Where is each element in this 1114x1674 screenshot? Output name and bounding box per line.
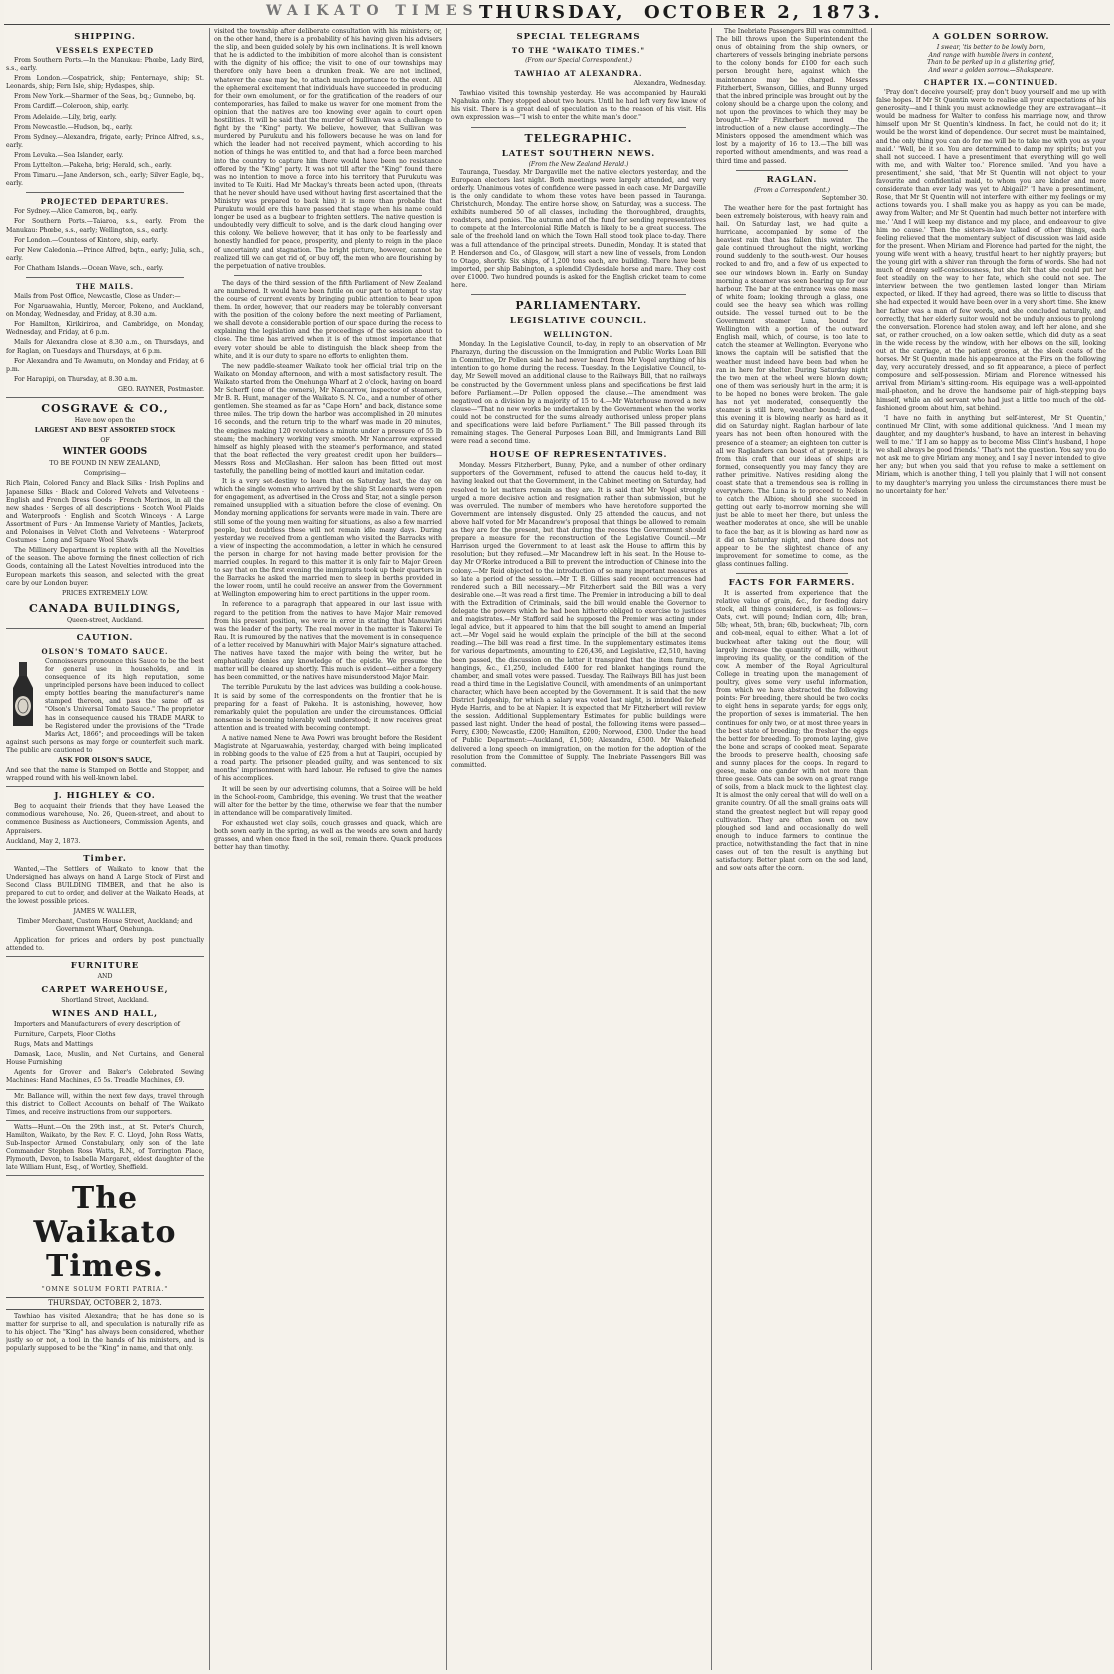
story-chapter: CHAPTER IX.—CONTINUED. xyxy=(923,78,1059,87)
raglan-body: The weather here for the past fortnight has been extremely boisterous, with heavy rain and hail. On Saturday last, we had quite a hurricane, accompanied by some of the heaviest rain that has fallen this winter. The gale continued throughout the night, working round suddenly to the south-west. Our houses rocked to and fro, and a few of us expected to see our windows blown in. Early on Sunday morning a steamer was seen bearing up for our harbour. The bar at the entrance was one mass of white foam; looking through a glass, one could see the heavy sea which was rolling outside. The vessel turned out to be the Government steamer Luna, bound for Wellington with a portion of the outward English mail, which, of course, is too late to catch the steamer at Wellington. Everyone who knows the captain will be satisfied that the weather must indeed have been bad when he ran in here for shelter. During Saturday night the two men at the wheel were blown down; one of them was seriously hurt in the arm; it is to be hoped no bones were broken. The gale has not yet moderated, consequently the steamer is still here, weather bound; indeed, this evening it is blowing nearly as hard as it did on Saturday night. Raglan harbour of late years has not been often honoured with the presence of a steamer; an eighteen ton cutter is all we Raglanders can boast of at present; it is from this craft that our ideas of ships are formed, consequently you may fancy they are rather primitive. Natives residing along the coast state that a tremendous sea is rolling in everywhere. The Luna is to proceed to Nelson to catch the Albion; should she succeed in getting out early to-morrow morning she will just be able to meet her there, but unless the weather moderates at once, she will be unable to face the bar, as it is blowing as hard now as it did on Saturday night, and there does not appear to be the slightest chance of any improvement for sometime to come, as the glass continues falling. xyxy=(716,204,868,568)
raglan-source: (From a Correspondent.) xyxy=(754,186,830,194)
latest-news-source: (From the New Zealand Herald.) xyxy=(528,160,629,168)
canada-buildings-title: CANADA BUILDINGS, xyxy=(28,601,182,615)
vessel-entry: From Timaru.—Jane Anderson, sch., early; Silver Eagle, bq., early. xyxy=(6,172,204,188)
vessel-entry: From Levuka.—Sea Islander, early. xyxy=(14,151,124,159)
divider xyxy=(471,127,686,128)
vessel-entry: From Southern Ports.—In the Manukau: Phœbe, Lady Bird, s.s., early. xyxy=(6,57,204,73)
telegraphic-heading: TELEGRAPHIC. xyxy=(524,131,633,145)
timber-body: Wanted,—The Settlers of Waikato to know that the Undersigned has always on hand A Large Stock of First and Second Class BUILDING TIMBER, and that he also is prepared to cut to order, and deliver at the Waikato Heads, at the lowest possible prices. xyxy=(6,865,204,906)
departure-entry: For London.—Countess of Kintore, ship, early. xyxy=(14,236,159,244)
divider xyxy=(26,192,184,193)
cosgrave-intro: Have now open the xyxy=(74,417,136,424)
cosgrave-advert-title: COSGRAVE & CO., xyxy=(41,402,169,415)
story-verse-1: I swear, 'tis better to be lowly born, xyxy=(936,44,1046,51)
cosgrave-body: The Millinery Department is replete with all the Novelties of the season. The above forming the finest collection of rich Goods, containing all the Latest Novelties introduced into the European markets this season, and selected with the great care by our London buyer. xyxy=(6,547,204,587)
wines-item: Rugs, Mats and Mattings xyxy=(14,1041,94,1049)
paper-motto: "OMNE SOLUM FORTI PATRIA." xyxy=(41,1286,169,1294)
council-body: Monday. In the Legislative Council, to-day, in reply to an observation of Mr Pharazyn, during the discussion on the Immigration and Public Works Loan Bill in Committee, Dr Pollen said he had never heard from Mr Vogel anything of his intention to go home during the recess. Tuesday. In the Legislative Council, to-day, Mr Sewell moved an additional clause to the Railways Bill, that no railways be constructed by the Government unless plans and specifications be first laid before Parliament.—Dr Pollen opposed the clause.—The amendment was negatived on a division by a majority of 15 to 4.—Mr Waterhouse moved a new clause—"That no new works be undertaken by the Government when the works could not be constructed for the sums already authorised unless proper plans and specifications were laid before Parliament." The Bill passed through its remaining stages. The General Purposes Loan Bill, and Immigrants Land Bill were read a second time. xyxy=(451,341,706,446)
column-rule xyxy=(446,28,447,1670)
story-verse-4: And wear a golden sorrow.—Shakspeare. xyxy=(928,66,1054,74)
canada-buildings-address: Queen-street, Auckland. xyxy=(66,616,144,624)
divider xyxy=(6,956,204,957)
mails-heading: THE MAILS. xyxy=(75,281,135,291)
purukutu-item: The terrible Purukutu by the last advices was building a cook-house. It is said by some of the correspondents on the frontier that he is preparing for a feast of Pakeha. It is astonishing, however, how remarkably quiet the population are under the circumstances. Official nonsense is becoming tolerably well understood; it now receives great attention and is treated with becoming contempt. xyxy=(214,684,442,732)
timber-address: Timber Merchant, Custom House Street, Auckland; and Government Wharf, Onehunga. xyxy=(17,918,193,934)
divider xyxy=(6,628,204,629)
wines-hall-heading: WINES AND HALL, xyxy=(51,1008,159,1019)
departure-entry: For New Caledonia.—Prince Alfred, bqtn., early; Julia, sch., early. xyxy=(6,246,204,262)
furniture-address: Shortland Street, Auckland. xyxy=(61,996,149,1004)
cosgrave-stock: LARGEST AND BEST ASSORTED STOCK xyxy=(34,427,176,435)
departure-entry: For Southern Ports.—Taiaroa, s.s., early. From the Manukau: Phœbe, s.s., early; Wellington, s.s., early. xyxy=(6,218,204,234)
cosgrave-found: TO BE FOUND IN NEW ZEALAND, xyxy=(49,460,161,468)
vessel-entry: From Sydney.—Alexandra, frigate, early; Prince Alfred, s.s., early. xyxy=(6,133,204,149)
mail-entry: For Hamilton, Kirikiriroa, and Cambridge, on Monday, Wednesday, and Friday, at 6 p.m. xyxy=(6,321,204,337)
latest-news-body: Tauranga, Tuesday. Mr Dargaville met the native electors yesterday, and the European electors last night. Both meetings were largely attended, and very orderly. Unanimous votes of confidence were passed in each case. Mr Dargaville is the only candidate to whom these votes have been passed in Tauranga. Christchurch, Monday. The entire horse show, on Saturday, was a success. The exhibits numbered 50 of all classes, including the thoroughbred, draughts, roadsters, and ponies. The autumn and of the fund for sending representatives to compete at the Intercolonial Rifle Match is likely to be a great success. The sale of the freehold land on which the Town Hall stood took place to-day. There was a full attendance of the principal streets. Dunedin, Monday. It is stated that P. Henderson and Co., of Glasgow, will start a new line of vessels, from London to Otago, shortly. Six ships, of 1,200 tons each, are building. There have been imported, per ship Babington, a splendid Clydesdale horse and mare. They cost over £1000. Two hundred pounds is asked for the English cricket team to come here. xyxy=(451,168,706,289)
masthead-day: THURSDAY, xyxy=(479,2,626,23)
mail-entry: For Ngaruawahia, Huntly, Mercer, Pokeno, and Auckland, on Monday, Wednesday, and Friday, at 8.30 a.m. xyxy=(6,303,204,319)
petition-item: In reference to a paragraph that appeared in our last issue with regard to the petition from the natives to have Major Mair removed from his present position, we were in error in stating that Manuwhiri was the leader of the party. The real mover in the matter is Takerei Te Rau. It is rumoured by the natives that the movement is in consequence of a letter received by Manuwhiri with Major Mair's signature attached. The natives have taxed the major with being the writer, but he emphatically denies any knowledge of the epistle. We presume the matter will be cleared up shortly. This much is evident—either a forgery has been committed, or the natives have misunderstood Major Mair. xyxy=(214,601,442,682)
soiree-item: It will be seen by our advertising columns, that a Soiree will be held in the School-room, Cambridge, this evening. We trust that the weather will alter for the better by the time, otherwise we fear that the number in attendance will be comparatively limited. xyxy=(214,785,442,817)
house-body: Monday. Messrs Fitzherbert, Bunny, Pyke, and a number of other ordinary supporters of the Government, refused to attend the caucus held to-day, it having leaked out that the Government, in the Cabinet meeting on Saturday, had resolved to let matters remain as they are. It is said that Mr Vogel strongly urged a more decisive action and resignation rather than submission, but he was overruled. The number of members who have heretofore supported the Government are intensely disgusted. Only 25 attended the caucus, and not above half voted for Mr Macandrew's proposal that things be allowed to remain as they are for the present, but that during the recess the Government should prepare a measure for the reconstruction of the Legislative Council.—Mr Harrison urged the Government to at least ask the House to affirm this by resolution; but they refused.—Mr Macandrew left in his seat. In the House to-day Mr O'Rorke introduced a Bill to prevent the introduction of Chinese into the colony.—Mr Reid objected to the introduction of so many important measures at so late a period of the session.—Mr T. B. Gillies said recent occurrences had rendered such a Bill necessary.—Mr Fitzherbert said the Bill was a very desirable one.—It was read a first time. The Premier in introducing a bill to deal with the Extradition of Criminals, said the bill would enable the Governor to delegate the powers which he had been hitherto obliged to exercise to justices and magistrates.—Mr Stafford said he supposed the Premier was acting under legal advice, but it appeared to him that the bill sought to amend an Imperial act.—Mr Vogel said he would explain the principle of the bill at the second reading.—The bill was read a first time. In the supplementary estimates items for various departments, amounting to £26,436, and Legislative, £2,510, having been passed, the discussion on the latter it transpired that the item furniture, hangings, &c., £1,250, included £400 for red blanket hangings round the chamber, and small votes were passed. Tuesday. The Railways Bill has just been read a third time in the Legislative Council, with amendments of an unimportant character, which have been accepted by the Government. It is said that the new District Judgeship, for which a salary was voted last night, is intended for Mr Hyde Harris, and to be at Napier. It is expected that Mr Fitzherbert will review the session. Additional Supplementary Estimates for public buildings were passed last night. Under the head of postal, the following items were passed—Ferry, £300; Newcastle, £200; Hamilton, £200; Norwood, £300. Under the head of Public Department:—Auckland, £1,500; Alexandra, £500. Mr Wakefield delivered a long speech on immigration, on the motion for the adoption of the resolution from the Committee of Supply. The Inebriate Passengers Bill was committed. xyxy=(451,462,706,769)
vessel-entry: From Cardiff.—Coleroon, ship, early. xyxy=(14,103,129,111)
timber-heading: Timber. xyxy=(83,853,127,864)
vessel-entry: From Newcastle.—Hudson, bq., early. xyxy=(14,123,133,131)
furniture-and: AND xyxy=(97,972,113,980)
vessel-entry: From New York.—Sharmer of the Seas, bq.; Gunnebo, bq. xyxy=(14,93,196,101)
latest-news-heading: LATEST SOUTHERN NEWS. xyxy=(501,148,656,159)
divider xyxy=(6,1175,204,1176)
immigrants-item: It is a very set-destiny to learn that on Saturday last, the day on which the single women who arrived by the ship St Leonards were open for engagement, as advertised in the Cross and Star, not a single person remained unsupplied with a situation before the close of evening. On Monday morning applications for servants were made in vain. There are still some of the young men waiting for situations, as also a few married people, but doubtless these will not remain idle many days. During yesterday we received from a gentleman who visited the Barracks with a view of inspecting the accommodation, a letter in which he censured the person in charge for not having made better provision for the married couples. In regard to this matter it is only fair to Major Green to say that on the first evening the immigrants took up their quarters in the Barracks he asked the married men to sleep in berths provided in the lower room, until he could receive an answer from the Government at Wellington empowering him to erect partitions in the upper room. xyxy=(214,478,442,599)
highley-body: Beg to acquaint their friends that they have Leased the commodious warehouse, No. 26, Queen-street, and about to commence Business as Auctioneers, Commission Agents, and Appraisers. xyxy=(6,803,204,835)
story-verse-2: And range with humble livers in content, xyxy=(928,51,1054,59)
story-verse-3: Than to be perked up in a glistering grief, xyxy=(927,59,1055,66)
raglan-heading: RAGLAN. xyxy=(766,174,818,185)
sauce-bottle-icon xyxy=(6,660,40,730)
olson-ask: ASK FOR OLSON'S SAUCE, xyxy=(57,757,153,764)
divider xyxy=(736,573,848,574)
wines-item: Furniture, Carpets, Floor Cloths xyxy=(14,1030,116,1038)
cosgrave-of: OF xyxy=(100,437,110,445)
house-heading: HOUSE OF REPRESENTATIVES. xyxy=(489,450,668,461)
column-rule xyxy=(209,28,210,1670)
vessel-entry: From Lyttelton.—Pakeha, brig; Herald, sch., early. xyxy=(14,162,172,170)
timber-tail: Application for prices and orders by post punctually attended to. xyxy=(6,936,204,952)
mail-entry: Mails for Alexandra close at 8.30 a.m., on Thursdays, and for Raglan, on Tuesdays and Thursdays, at 6 p.m. xyxy=(6,339,204,355)
vessels-list xyxy=(6,57,204,188)
court-item: A native named Nene te Awa Powri was brought before the Resident Magistrate at Ngaruawahia, yesterday, charged with being implicated in robbing goods to the value of £25 from a hut at Taupiri, occupied by a road party. The prisoner pleaded guilty, and was sentenced to six months' imprisonment with hard labour. He refused to give the names of his accomplices. xyxy=(214,734,442,783)
departures-heading: PROJECTED DEPARTURES. xyxy=(40,197,170,207)
column-4 xyxy=(716,28,868,1670)
mails-list xyxy=(6,293,204,384)
mail-entry: For Alexandra and Te Awamutu, on Monday and Friday, at 6 p.m. xyxy=(6,357,204,373)
divider xyxy=(6,397,204,398)
divider xyxy=(736,170,848,171)
cosgrave-items: Rich Plain, Colored Fancy and Black Silks · Irish Poplins and Japanese Silks · Black and Colored Velvets and Velveteens · English and French Dress Goods · French Merinos, in all the new shades · Serges of all descriptions · Scotch Wool Plaids and Waterproofs · English and Scotch Winceys · A Large Assortment of Furs · An Immense Variety of Mantles, Jackets, and Polonaises in Velvet Cloth and Velveteens · Waterproof Costumes · Long and Square Wool Shawls xyxy=(6,480,204,545)
divider xyxy=(6,786,204,787)
parliamentary-heading: PARLIAMENTARY. xyxy=(515,299,642,313)
special-telegrams-subheading: TO THE "WAIKATO TIMES." xyxy=(511,46,646,55)
newspaper-page xyxy=(4,0,1110,1674)
tawhiao-heading: TAWHIAO AT ALEXANDRA. xyxy=(514,69,643,79)
divider xyxy=(234,275,422,276)
column-rule xyxy=(871,28,872,1670)
cosgrave-comprising: Comprising— xyxy=(83,470,127,478)
mail-entry: For Harapipi, on Thursday, at 8.30 a.m. xyxy=(14,375,138,383)
vessel-entry: From London.—Cospatrick, ship; Fenternaye, ship; St. Leonards, ship; Fern Isle, ship; Hydaspes, ship. xyxy=(6,75,204,91)
tawhiao-dateline: Alexandra, Wednesday. xyxy=(633,80,706,88)
divider xyxy=(6,1089,204,1090)
masthead xyxy=(4,0,1110,25)
vessels-expected-heading: VESSELS EXPECTED xyxy=(55,46,155,55)
mail-entry: Mails from Post Office, Newcastle, Close as Under:— xyxy=(14,292,181,300)
masthead-date: OCTOBER 2, 1873. xyxy=(644,2,883,23)
story-title: A GOLDEN SORROW. xyxy=(932,32,1050,42)
highley-title: J. HIGHLEY & CO. xyxy=(54,791,156,802)
wines-items xyxy=(6,1031,204,1067)
wines-item: Damask, Lace, Muslin, and Net Curtains, and General House Furnishing xyxy=(6,1051,204,1067)
parliament-session-item: The days of the third session of the fifth Parliament of New Zealand are numbered. It would have been futile on our part to attempt to stay the course of current events by bringing public attention to bear upon them. In order, however, that our readers may be tolerably conversant with the position of the colony before the next meeting of Parliament, we shall devote a considerable portion of our space during the recess to explaining the legislation and the proceedings of the session about to close. The time has arrived when it is of the utmost importance that every voter should be able to distinguish the black sheep from the white, and it is our duty to spare no efforts to enlighten them. xyxy=(214,279,442,360)
council-place: WELLINGTON. xyxy=(543,330,614,340)
mails-signature: GEO. RAYNER, Postmaster. xyxy=(117,385,204,393)
special-telegrams-heading: SPECIAL TELEGRAMS xyxy=(516,32,641,42)
olson-body: Connoisseurs pronounce this Sauce to be the best for general use in households, and in consequence of its high reputation, some unprincipled persons have been induced to collect empty bottles bearing the manufacturer's name stamped thereon, and pass the same off as "Olson's Universal Tomato Sauce." The proprietor has in consequence caused his TRADE MARK to be Registered under the provisions of the "Trade Marks Act, 1866"; and proceedings will be taken against such persons as may forge or counterfeit such mark. The public are cautioned to xyxy=(6,657,204,754)
special-source: (From our Special Correspondent.) xyxy=(525,57,632,64)
masthead-paper-name: WAIKATO TIMES xyxy=(266,3,479,19)
column-1 xyxy=(6,28,204,1670)
column-3 xyxy=(451,28,706,1670)
story-body: 'Pray don't deceive yourself; pray don't buoy yourself and me up with false hopes. If Mr St Quentin were to realise all your expectations of his generosity—and I think you must acknowledge they are extravagant—it would be madness for Walter to confess his marriage now, and throw himself upon Mr St Quentin's kindness. In fact, he could not do it; it would be the worst kind of dependence. Our secret must be maintained, and the only thing you can do for me will be to take me with you as your maid.' 'Well, be it so. You are determined to damp my spirits; but you shall not succeed. I have a presentiment that everything will go well with me, and with Walter too.' Florence smiled. 'And you have a presentiment,' she said, 'that Mr St Quentin will not object to your favourite and confidential maid, to whom you are kinder and more considerate than ever lady was yet to Abigail?' 'I have a presentiment, Rose, that Mr St Quentin will not interfere with either my feelings or my actions towards you. I shall make you as happy as you can be made, away from Walter; and Mr St Quentin had much better not interfere with me.' 'And I will keep my distance and my place, and endeavour to give him no cause.' Then the sisters-in-law talked of other things, each feeling relieved that the momentary subject of discussion was laid aside for the present. When Miriam and Florence had parted for the night, the young wife went with a heavy, trustful heart to her nightly prayers; but the young girl with a shiver ran through the form of words. She had not much of dreamy self-consciousness, but she felt that she could put her feet steadily on the way to her fate, which she could not see. The interview between the two gentlemen lasted longer than Miriam expected, or liked. If they had agreed, there was so little to discuss that she had expected it would have been over in a very short time. She knew her father was a man of few words, and she concluded naturally, and correctly, that her elderly suitor would not be unduly anxious to prolong the conversation. Florence had stolen away, and left her alone, and she sat, or rather crouched, on a low oaken settle, which did duty as a seat in the wide recess by the window, with her elbows on the sill, looking out at the carriage, at the patient grooms, at the sleek coats of the horses. Mr St Quentin made his appearance at the Firs on the following day, very accurately dressed, and so fit appearance, a piece of perfect composure and self-possession. Miriam and Florence witnessed his arrival from Miriam's sitting-room. His equipage was a well-appointed mail-phaeton, and he drove the handsome pair of high-stepping bays himself, while an old servant who had just a little too much of the old-fashioned groom about him, sat behind. xyxy=(876,89,1106,412)
divider xyxy=(6,1120,204,1121)
facts-farmers-heading: FACTS FOR FARMERS. xyxy=(728,578,856,588)
timber-signature: JAMES W. WALLER, xyxy=(73,908,137,916)
olson-heading: OLSON'S TOMATO SAUCE. xyxy=(41,646,169,656)
carpet-heading: CARPET WAREHOUSE, xyxy=(41,984,169,995)
divider xyxy=(6,849,204,850)
farming-item: For exhausted wet clay soils, couch grasses and quack, which are both sown early in the spring, as well as the weeds are sown and hardy grasses, and when once fixed in the soil, remain there. Quack produces better hay than timothy. xyxy=(214,819,442,852)
raglan-date: September 30. xyxy=(821,194,868,202)
departure-entry: For Chatham Islands.—Ocean Wave, sch., early. xyxy=(14,264,164,272)
marriage-notice: Watts—Hunt.—On the 29th inst., at St. Peter's Church, Hamilton, Waikato, by the Rev. F. C. Lloyd, John Ross Watts, Sub-Inspector Armed Constabulary, only son of the late Commander Stephen Ross Watts, R.N., of Torrington Place, Plymouth, Devon, to Isabella Margaret, eldest daughter of the late William Hunt, Esq., of Wortley, Sheffield. xyxy=(6,1123,204,1172)
vessel-entry: From Adelaide.—Lily, brig, early. xyxy=(14,113,117,121)
tawhiao-body: Tawhiao visited this township yesterday. He was accompanied by Hauraki Ngahuka only. They stopped about two hours. Until he had left very few knew of his visit. There is a great deal of speculation as to the reason of his visit. His own expression was—"I wish to enter the white man's door." xyxy=(451,90,706,122)
leader-continued: visited the township after deliberate consultation with his ministers; or, on the other hand, there is a probability of his having given his advisers the slip, and been guided solely by his own inclinations. It is well known that he is addicted to the imbibition of more alcohol than is consistent with the dignity of his office; the visit to one of our townships may therefore only have been a drunken freak. We are not inclined, whatever the case may be, to attach much importance to the event. All the ephemeral excitement that individuals have succeeded in producing for their own emolument, or for the gratification of the readers of our contemporaries, has failed to make us waver for one moment from the opinion that the natives are too knowing ever again to court open hostilities. It will be said that the murder of Sullivan was a challenge to fight by the "King" party. We believe, however, that Sullivan was murdered by Purukutu and his followers because he was on land for which the leader had not received payment, which according to his notion of things he was entitled to, and that had a force been marched into the country to capture him there would have been no resistance offered by the "King" party. It was not till after the "King" found there was no intention to move a force into his territory that Purukutu was invited to Te Kuiti. Had Mr Mackay's threats been acted upon, (threats that he never should have used without having first ascertained that the Ministry was prepared to back him) it is more than probable that Purukutu would ere this have passed that stage when his name could longer be used as a bugbear to frighten settlers. The native question is undoubtedly very difficult to solve, and is the dark cloud hanging over this colony. We believe however, that it has only to be fearlessly and honestly handled for peace, prosperity, and plenty to reign in the place of uncertainty and stagnation. The bright picture, however, cannot be realized till we can get rid of, or buy off, the men who are flourishing by the perpetuation of native troubles. xyxy=(214,28,442,270)
furniture-heading: FURNITURE xyxy=(70,960,140,971)
leader-article: Tawhiao has visited Alexandra; that he has done so is matter for surprise to all, and speculation is naturally rife as to his object. The "King" has always been considered, whether justly so or not, a tool in the hands of his ministers, and is popularly supposed to be the "King" in name, and that only. xyxy=(6,1312,204,1352)
cosgrave-winter-goods: WINTER GOODS xyxy=(62,447,148,458)
steamer-trial-item: The new paddle-steamer Waikato took her official trial trip on the Waikato on Monday afternoon, and with a most satisfactory result. The Waikato started from the Onehunga Wharf at 2 o'clock, having on board Mr Scherff (one of the owners), Mr Nancarrow, inspector of steamers, Mr B. R. Hunt, manager of the Waikato S. N. Co., and a number of other gentlemen. She steamed as far as "Cape Horn" and back, distance some three miles. The trip down the harbor was accomplished in 20 minutes 16 seconds, and the return trip to the wharf was made in 20 minutes, the engines making 120 revolutions a minute under a pressure of 55 lb steam; the machinery working very smooth. Mr Nancarrow expressed himself as highly pleased with the steamer's performance, and stated that the boat reflected the very greatest credit upon her builders—Messrs Ross and McGlashan. Her saloon has been fitted out most tastefully, the panelling being of mottled kauri and imitation cedar. xyxy=(214,362,442,475)
paper-title: The Waikato Times. xyxy=(33,1181,177,1285)
departure-entry: For Sydney.—Alice Cameron, bq., early. xyxy=(14,208,138,216)
cosgrave-prices: PRICES EXTREMELY LOW. xyxy=(62,589,148,597)
story-body-continued: 'I have no faith in anything but self-interest, Mr St Quentin,' continued Mr Clint, with some additional quickness. 'And I mean my daughter, and my daughter's husband, to have an interest in behaving well to me.' 'If I am so happy as to become Miss Clint's husband, I hope we shall always be good friends.' 'That's not the question. You say you do not ask me to give Miriam any money, and I say I never intended to give her any; but when you said that you refuse to make a settlement on Miriam, which is another thing, I tell you plainly that I will not consent to my daughter's marrying you unless the circumstances there must be no uncertainty for her.' xyxy=(876,414,1106,495)
inebriate-bill-item: The Inebriate Passengers Bill was committed. The bill throws upon the Superintendent the onus of obtaining from the ship owners, or charterers of vessels bringing inebriate persons to the colony bonds for £100 for each such person brought here, against which the maintenance may be charged. Messrs Fitzherbert, Swanson, Gillies, and Bunny urged that the inbred principle was brought out by the colony should be a charge upon the colony, and not upon the provinces to which they may be brought.—Mr Fitzherbert moved the introduction of a new clause accordingly.—The Ministers opposed the amendment which was lost by a majority of 16 to 13.—The bill was reported without amendments, and was read a third time and passed. xyxy=(716,28,868,165)
column-rule xyxy=(711,28,712,1670)
column-2 xyxy=(214,28,442,1670)
shipping-heading: SHIPPING. xyxy=(74,32,136,42)
divider xyxy=(471,294,686,295)
caution-heading: CAUTION. xyxy=(76,632,134,643)
column-5 xyxy=(876,28,1106,1670)
facts-farmers-body: It is asserted from experience that the relative value of grain, &c., for feeding dairy stock, all things considered, is as follows:—Oats, cwt. will pound; Indian corn, 4lb; bran, 5lb; wheat, 5th, bran; 6lb, buckwheat; 7lb, corn and cob-meal, equal to either. What a lot of buckwheat after taking out the flour, will largely increase the quantity of milk, without improving its quality, or the condition of the cow. A member of the Royal Agricultural College in treating upon the management of poultry, gives some very useful information, from which we have abstracted the following points: For breeding, there should be two cocks to eight hens in separate yards; for eggs only, the proportion of sexes is immaterial. The hen continues for only two, or at most three years in the best state of breeding; the fresher the eggs the better for breeding. To promote laying, give the bone and scraps of cooked meat. Separate the broods to preserve health, choosing safe and sunny places for the coops. In regard to geese, make one gander with not more than three geese. Oats can be sown on a great range of soils, from a black muck to the lightest clay. It is almost the only cereal that will do well on a granite country. Of all the small grains oats will stand the greatest neglect but will repay good cultivation. They are often sown on new ploughed sod land and occasionally do well enough to induce farmers to continue the practice, notwithstanding the fact that in nine cases out of ten the result is anything but satisfactory. Better plant corn on the sod land, and sow oats after the corn. xyxy=(716,590,868,873)
legislative-council-heading: LEGISLATIVE COUNCIL. xyxy=(509,316,648,327)
olson-tail: And see that the name is Stamped on Bottle and Stopper, and wrapped round with his well-known label. xyxy=(6,767,204,783)
wines-body: Importers and Manufacturers of every description of xyxy=(14,1020,180,1028)
paper-dateline: THURSDAY, OCTOBER 2, 1873. xyxy=(6,1297,204,1309)
divider xyxy=(26,277,184,278)
departures-list xyxy=(6,208,204,273)
wines-agents: Agents for Grover and Baker's Celebrated Sewing Machines: Hand Machines, £5 5s. Treadle Machines, £9. xyxy=(6,1069,204,1085)
highley-date: Auckland, May 2, 1873. xyxy=(6,837,81,845)
ballance-notice: Mr. Ballance will, within the next few days, travel through this district to Collect Accounts on behalf of The Waikato Times, and receive instructions from our supporters. xyxy=(6,1092,204,1116)
